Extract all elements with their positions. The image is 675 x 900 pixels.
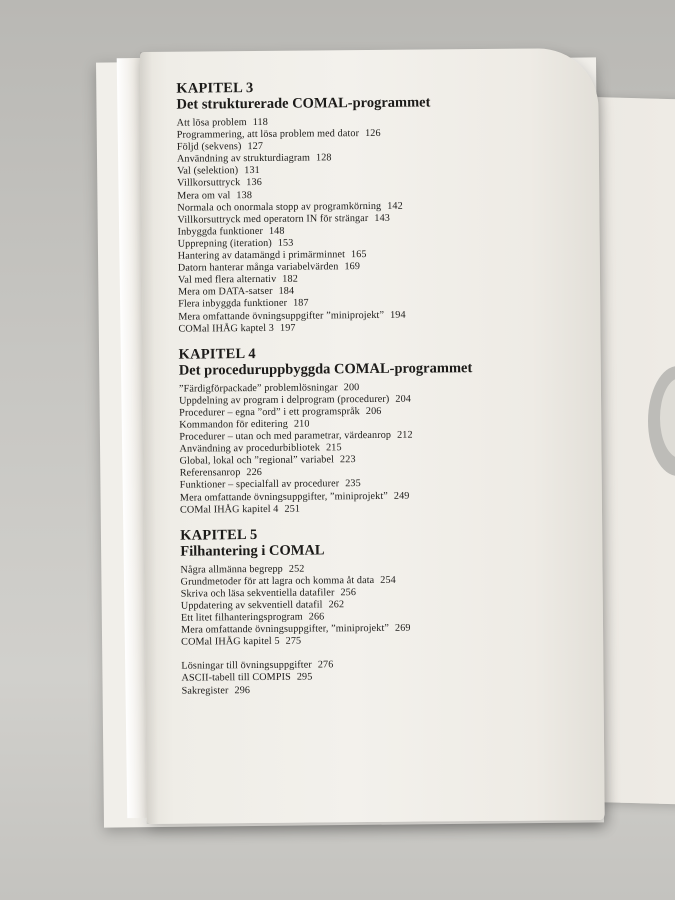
toc-entry-title: Referensanrop	[179, 467, 241, 480]
toc-entry-title: Mera om DATA-satser	[178, 286, 273, 298]
entry-list	[180, 561, 581, 649]
toc-entry-title: ASCII-tabell till COMPIS	[181, 672, 291, 685]
toc-entry-page: 194	[390, 309, 406, 321]
toc-entry-page: 266	[308, 611, 325, 623]
toc-entry-title: Följd (sekvens)	[176, 141, 242, 153]
book-page	[140, 48, 605, 824]
toc-entry-page: 275	[285, 635, 302, 648]
toc-entry-page: 262	[328, 599, 345, 611]
toc-entry-title: Sakregister	[181, 684, 229, 697]
toc-entry-page: 153	[277, 237, 294, 249]
chapter-title: Filhantering i COMAL	[180, 542, 325, 560]
chapter-3	[176, 78, 578, 335]
toc-entry-page: 206	[365, 405, 382, 417]
toc-entry	[180, 501, 580, 517]
entry-list	[177, 114, 579, 335]
toc-entry-title: Mera om val	[177, 189, 231, 202]
toc-entry-title: Mera omfattande övningsuppgifter, ”miniprojekt”	[181, 623, 390, 636]
toc-entry-page: 276	[317, 659, 334, 671]
toc-entry-title: Några allmänna begrepp	[180, 563, 283, 576]
toc-entry-title: Val (selektion)	[176, 165, 239, 178]
toc-entry-title: Villkorsuttryck	[177, 177, 241, 190]
toc-entry-page: 138	[236, 189, 253, 201]
toc-entry-title: Användning av procedurbibliotek	[179, 442, 321, 455]
chapter-label: KAPITEL 3	[176, 80, 254, 97]
toc-entry-page: 235	[345, 478, 361, 490]
toc-entry-page: 131	[244, 165, 260, 177]
toc-entry	[181, 633, 581, 649]
table-of-contents	[176, 78, 581, 697]
chapter-title: Det strukturerade COMAL-programmet	[176, 94, 431, 113]
toc-entry-title: Procedurer – utan och med parametrar, värdeanrop	[179, 429, 392, 443]
toc-entry-page: 269	[394, 622, 411, 634]
toc-entry-title: Datorn hanterar många variabelvärden	[177, 261, 339, 274]
toc-entry-title: COMal IHÅG kapitel 4	[179, 503, 279, 516]
toc-entry-page: 136	[246, 177, 262, 189]
toc-entry-page: 182	[282, 273, 298, 285]
toc-entry-page: 204	[395, 393, 412, 405]
entry-list	[179, 380, 580, 517]
toc-entry-title: Skriva och läsa sekventiella datafiler	[180, 587, 335, 600]
toc-entry-title: Ett litet filhanteringsprogram	[180, 611, 303, 624]
toc-entry-title: Mera omfattande övningsuppgifter, ”miniprojekt”	[179, 490, 388, 504]
toc-entry-title: Att lösa problem	[176, 117, 247, 129]
toc-entry-page: 215	[326, 442, 342, 454]
chapter-4	[179, 344, 580, 517]
chapter-label: KAPITEL 4	[178, 345, 256, 363]
toc-entry-title: COMal IHÅG kapitel 5	[181, 636, 280, 648]
toc-entry-title: Val med flera alternativ	[177, 274, 277, 286]
toc-entry-page: 212	[397, 429, 413, 441]
toc-entry-page: 296	[234, 684, 251, 696]
chapter-label: KAPITEL 5	[180, 526, 258, 544]
toc-entry-title: Uppdatering av sekventiell datafil	[180, 599, 323, 612]
toc-entry-page: 256	[340, 587, 357, 599]
toc-entry-page: 249	[393, 490, 410, 502]
toc-entry-title: Lösningar till övningsuppgifter	[181, 659, 312, 673]
toc-entry-title: Normala och onormala stopp av programkörning	[177, 200, 382, 214]
toc-entry-page: 295	[296, 671, 313, 684]
toc-entry-page: 127	[247, 141, 264, 153]
toc-entry-title: Grundmetoder för att lagra och komma åt data	[180, 574, 375, 588]
toc-entry-page: 223	[339, 454, 356, 466]
toc-entry-title: Uppdelning av program i delprogram (procedurer)	[178, 393, 390, 407]
toc-entry-page: 252	[288, 563, 305, 575]
toc-entry-title: Kommandon för editering	[179, 418, 288, 431]
toc-entry-page: 169	[344, 261, 361, 273]
toc-entry-title: Inbyggda funktioner	[177, 225, 263, 238]
toc-entry-title: Flera inbyggda funktioner	[178, 298, 288, 311]
toc-entry-title: COMal IHÅG kaptel 3	[178, 322, 275, 335]
toc-entry-title: Funktioner – specialfall av procedurer	[179, 478, 340, 492]
toc-entry-title: Villkorsuttryck med operatorn IN för strängar	[177, 212, 369, 226]
toc-entry-title: Upprepning (iteration)	[177, 237, 272, 250]
toc-entry-title: Procedurer – egna ”ord” i ett programspråk	[179, 405, 360, 419]
toc-entry-page: 197	[279, 322, 296, 334]
toc-entry-page: 210	[293, 418, 310, 430]
toc-entry-page: 200	[343, 381, 360, 393]
toc-entry-title: Mera omfattande övningsuppgifter ”miniprojekt”	[178, 309, 385, 323]
chapter-title: Det proceduruppbyggda COMAL-programmet	[178, 359, 473, 379]
appendix-list	[181, 658, 581, 698]
toc-entry-title: Programmering, att lösa problem med dator	[176, 128, 360, 141]
toc-entry-title: Hantering av datamängd i primärminnet	[177, 249, 346, 262]
toc-entry-page: 126	[365, 127, 381, 140]
chapter-5	[180, 525, 581, 649]
toc-entry-page: 254	[380, 574, 396, 586]
toc-entry-title: Användning av strukturdiagram	[176, 152, 311, 165]
toc-entry-page: 148	[268, 225, 285, 237]
toc-entry-page: 184	[278, 285, 295, 298]
toc-entry-page: 251	[284, 503, 301, 515]
toc-entry-page: 226	[246, 467, 263, 479]
toc-entry-title: Global, lokal och ”regional” variabel	[179, 454, 335, 467]
toc-entry	[178, 320, 578, 336]
toc-entry-title: ”Färdigförpackade” problemlösningar	[178, 381, 338, 395]
toc-entry-page: 187	[293, 297, 309, 310]
toc-entry-page: 142	[387, 200, 403, 212]
toc-entry-page: 165	[350, 249, 367, 261]
toc-entry-page: 143	[374, 212, 390, 224]
toc-entry-page: 118	[252, 116, 268, 129]
toc-entry-page: 128	[315, 152, 332, 164]
